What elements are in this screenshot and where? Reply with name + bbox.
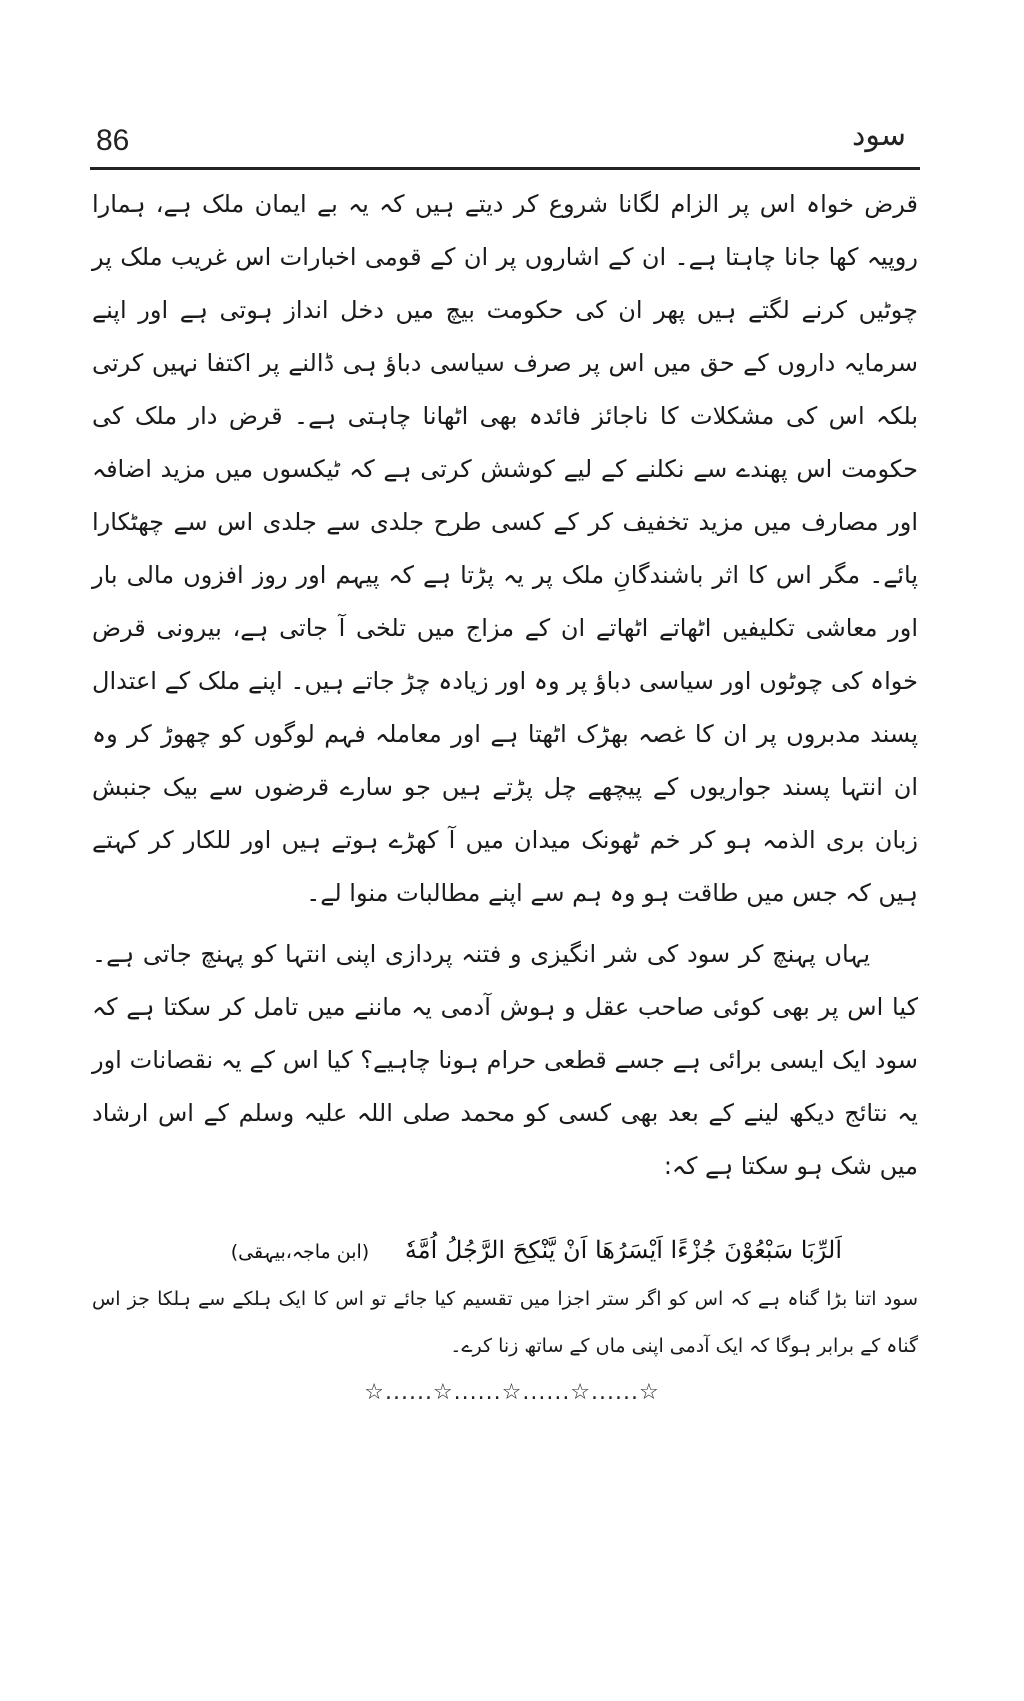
hadith-reference: (ابن ماجہ،بیہقی) bbox=[230, 1241, 370, 1263]
hadith-arabic: اَلرِّبَا سَبْعُوْنَ جُزْءًا اَيْسَرُهَا اَنْ يَّنْكِحَ الرَّجُلُ اُمَّهٗ bbox=[404, 1236, 842, 1264]
hadith-translation bbox=[92, 1276, 918, 1370]
running-title: سود bbox=[852, 118, 906, 153]
page-header bbox=[90, 118, 920, 168]
section-separator: ☆......☆......☆......☆......☆ bbox=[364, 1380, 660, 1405]
header-divider bbox=[90, 167, 920, 170]
page-number: 86 bbox=[96, 124, 130, 157]
translation-text: سود اتنا بڑا گناہ ہے کہ اس کو اگر ستر اجزا میں تقسیم کیا جائے تو اس کا ایک ہلکے سے ہلکا جز اس گناہ کے برابر ہوگا کہ ایک آدمی اپنی ماں کے ساتھ زنا کرے۔ bbox=[92, 1288, 918, 1357]
main-text bbox=[92, 178, 918, 1193]
paragraph-2: یہاں پہنچ کر سود کی شر انگیزی و فتنہ پردازی اپنی انتہا کو پہنچ جاتی ہے۔ کیا اس پر بھی کوئی صاحب عقل و ہوش آدمی یہ ماننے میں تامل کر سکتا ہے کہ سود ایک ایسی برائی ہے جسے قطعی حرام ہونا چاہیے؟ کیا اس کے یہ نقصانات اور یہ نتائج دیکھ لینے کے بعد بھی کسی کو محمد صلی اللہ علیہ وسلم کے اس ارشاد میں شک ہو سکتا ہے کہ: bbox=[92, 940, 918, 1180]
paragraph-1: قرض خواہ اس پر الزام لگانا شروع کر دیتے ہیں کہ یہ بے ایمان ملک ہے، ہمارا روپیہ کھا جانا چاہتا ہے۔ ان کے اشاروں پر ان کے قومی اخبارات اس غریب ملک پر چوٹیں کرنے لگتے ہیں پھر ان کی حکومت بیچ میں دخل انداز ہوتی ہے اور اپنے سرمایہ داروں کے حق میں اس پر صرف سیاسی دباؤ ہی ڈالنے پر اکتفا نہیں کرتی بلکہ اس کی مشکلات کا ناجائز فائدہ بھی اٹھانا چاہتی ہے۔ قرض دار ملک کی حکومت اس پھندے سے نکلنے کے لیے کوشش کرتی ہے کہ ٹیکسوں میں مزید اضافہ اور مصارف میں مزید تخفیف کر کے کسی طرح جلدی سے جلدی اس سے چھٹکارا پائے۔ مگر اس کا اثر باشندگانِ ملک پر یہ پڑتا ہے کہ پیہم اور روز افزوں مالی بار اور معاشی تکلیفیں اٹھاتے اٹھاتے ان کے مزاج میں تلخی آ جاتی ہے، بیرونی قرض خواہ کی چوٹوں اور سیاسی دباؤ پر وہ اور زیادہ چڑ جاتے ہیں۔ اپنے ملک کے اعتدال پسند مدبروں پر ان کا غصہ بھڑک اٹھتا ہے اور معاملہ فہم لوگوں کو چھوڑ کر وہ ان انتہا پسند جواریوں کے پیچھے چل پڑتے ہیں جو سارے قرضوں سے بیک جنبش زبان بری الذمہ ہو کر خم ٹھونک میدان میں آ کھڑے ہوتے ہیں اور للکار کر کہتے ہیں کہ جس میں طاقت ہو وہ ہم سے اپنے مطالبات منوا لے۔ bbox=[92, 190, 918, 907]
hadith-quote bbox=[92, 1230, 842, 1272]
